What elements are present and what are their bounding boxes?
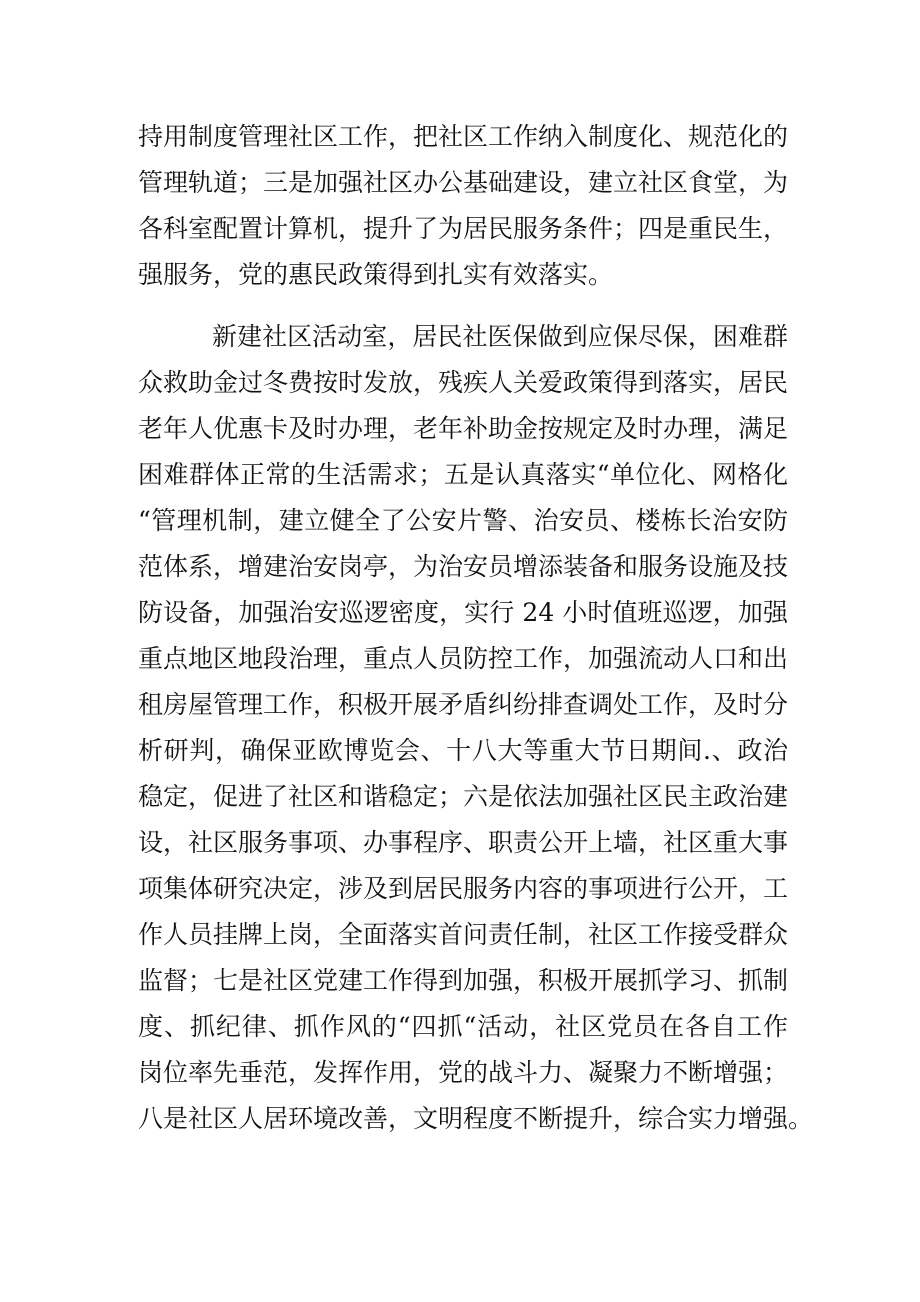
paragraph-2-line-13: 项集体研究决定，涉及到居民服务内容的事项进行公开，工 [138, 874, 789, 903]
paragraph-1-line-2: 管理轨道；三是加强社区办公基础建设，建立社区食堂，为 [138, 168, 789, 197]
paragraph-2-line-16: 度、抓纪律、抓作风的“四抓“活动，社区党员在各自工作 [138, 1012, 788, 1041]
paragraph-1-line-3: 各科室配置计算机，提升了为居民服务条件；四是重民生， [138, 214, 789, 243]
paragraph-2-line-15: 监督；七是社区党建工作得到加强，积极开展抓学习、抓制 [138, 966, 789, 995]
paragraph-2-line-12: 设，社区服务事项、办事程序、职责公开上墙，社区重大事 [138, 828, 789, 857]
paragraph-2-line-4: 困难群体正常的生活需求；五是认真落实“单位化、网格化 [138, 460, 788, 489]
paragraph-2-line-17: 岗位率先垂范，发挥作用，党的战斗力、凝聚力不断增强； [138, 1058, 789, 1087]
paragraph-1-line-4: 强服务，党的惠民政策得到扎实有效落实。 [138, 260, 614, 289]
paragraph-2-line-8: 重点地区地段治理，重点人员防控工作，加强流动人口和出 [138, 644, 789, 673]
paragraph-2-line-2: 众救助金过冬费按时发放，残疾人关爱政策得到落实，居民 [138, 368, 789, 397]
paragraph-2-line-6: 范体系，增建治安岗亭，为治安员增添装备和服务设施及技 [138, 552, 789, 581]
paragraph-2-line-10: 析研判，确保亚欧博览会、十八大等重大节日期间.、政治 [138, 736, 788, 765]
paragraph-2-line-5: “管理机制，建立健全了公安片警、治安员、楼栋长治安防 [138, 506, 788, 535]
paragraph-2-line-11: 稳定，促进了社区和谐稳定；六是依法加强社区民主政治建 [138, 782, 789, 811]
paragraph-1-line-1: 持用制度管理社区工作，把社区工作纳入制度化、规范化的 [138, 122, 789, 151]
paragraph-2-line-18: 八是社区人居环境改善，文明程度不断提升，综合实力增强。 [138, 1104, 814, 1133]
paragraph-2-line-14: 作人员挂牌上岗，全面落实首问责任制，社区工作接受群众 [138, 920, 789, 949]
paragraph-2-line-7: 防设备，加强治安巡逻密度，实行 24 小时值班巡逻，加强 [138, 598, 788, 627]
paragraph-2-line-3: 老年人优惠卡及时办理，老年补助金按规定及时办理，满足 [138, 414, 789, 443]
paragraph-2-line-9: 租房屋管理工作，积极开展矛盾纠纷排查调处工作，及时分 [138, 690, 789, 719]
paragraph-2-line-1: 新建社区活动室，居民社医保做到应保尽保，困难群 [212, 322, 788, 351]
